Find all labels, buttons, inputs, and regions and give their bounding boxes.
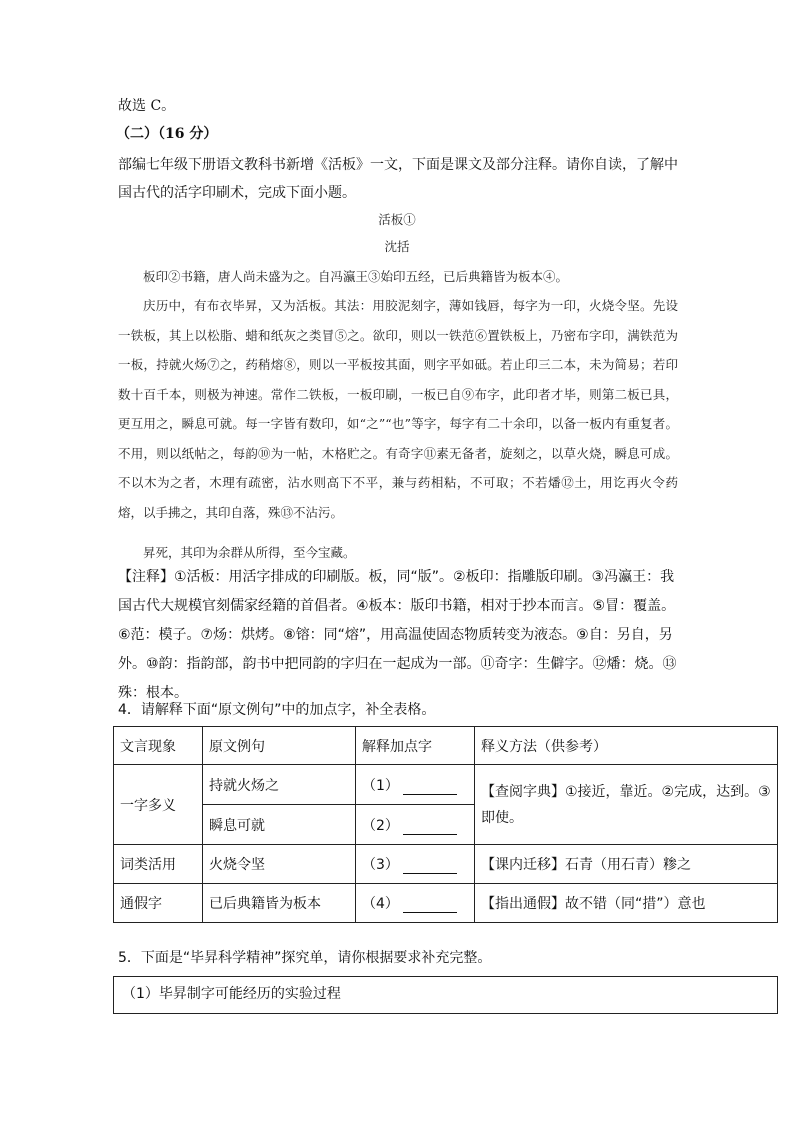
table-header-row xyxy=(114,727,778,765)
blank-label: （2） xyxy=(362,817,399,834)
table-row xyxy=(114,845,778,884)
blank-line xyxy=(403,859,457,874)
table-row xyxy=(114,765,778,805)
table-header: 解释加点字 xyxy=(356,727,475,765)
answer-blank-2[interactable] xyxy=(356,805,475,845)
intro-line-1: 部编七年级下册语文教科书新增《活板》一文，下面是课文及部分注释。请你自读，了解中 xyxy=(118,157,678,173)
blank-line xyxy=(403,820,457,835)
table-cell-method: 【课内迁移】石青（用石青）糁之 xyxy=(475,845,778,884)
blank-line xyxy=(403,780,457,795)
table-cell-sentence: 瞬息可就 xyxy=(203,805,356,845)
passage-paragraph: 板印②书籍，唐人尚未盛为之。自冯瀛王③始印五经，已后典籍皆为板本④。 xyxy=(143,269,569,284)
passage-title: 活板① xyxy=(378,212,416,227)
table-cell-phenomenon: 通假字 xyxy=(114,884,203,923)
passage-paragraph: 庆历中，有布衣毕昇，又为活板。其法：用胶泥刻字，薄如钱唇，每字为一印，火烧令坚。先设一铁板，其上以松脂、蜡和纸灰之类冒⑤之。欲印，则以一铁范⑥置铁板上，乃密布字印，满铁范为一板，持就火炀⑦之，药稍熔⑧，则以一平板按其面，则字平如砥。若止印三二本，未为简易；若印数十百千本，则极为神速。常作二铁板，一板印刷，一板已自⑨布字，此印者才毕，则第二板已具，更互用之，瞬息可就。每一字皆有数印，如“之”“也”等字，每字有二十余印，以备一板内有重复者。不用，则以纸帖之，每韵⑩为一帖，木格贮之。有奇字⑪素无备者，旋刻之，以草火烧，瞬息可成。不以木为之者，木理有疏密，沾水则高下不平，兼与药相粘，不可取；不若燔⑫土，用讫再火令药熔，以手拂之，其印自落，殊⑬不沾污。 xyxy=(118,298,678,520)
section-title: （二）（16 分） xyxy=(116,126,218,142)
answer-blank-3[interactable] xyxy=(356,845,475,884)
intro-line-2: 国古代的活字印刷术，完成下面小题。 xyxy=(118,185,356,201)
table-row xyxy=(114,884,778,923)
answer-blank-1[interactable] xyxy=(356,765,475,805)
passage-author: 沈括 xyxy=(384,239,410,254)
question-5-prompt: 5．下面是“毕昇科学精神”探究单，请你根据要求补充完整。 xyxy=(118,950,492,966)
question-5-box-label: （1）毕昇制字可能经历的实验过程 xyxy=(122,986,341,1002)
table-header: 原文例句 xyxy=(203,727,356,765)
question-5-box[interactable] xyxy=(113,976,778,1014)
table-cell-sentence: 火烧令坚 xyxy=(203,845,356,884)
blank-label: （1） xyxy=(362,777,399,794)
table-cell-method: 【指出通假】故不错（同“措”）意也 xyxy=(475,884,778,923)
blank-line xyxy=(403,898,457,913)
table-cell-sentence: 已后典籍皆为板本 xyxy=(203,884,356,923)
question-4-prompt: 4．请解释下面“原文例句”中的加点字，补全表格。 xyxy=(118,702,436,718)
table-cell-phenomenon: 一字多义 xyxy=(114,765,203,845)
answer-blank-4[interactable] xyxy=(356,884,475,923)
answer-line: 故选 C。 xyxy=(118,98,176,114)
question-4-table xyxy=(113,726,778,923)
annotations: 【注释】①活板：用活字排成的印刷版。板，同“版”。②板印：指雕版印刷。③冯瀛王：我国古代大规模官刻儒家经籍的首倡者。④板本：版印书籍，相对于抄本而言。⑤冒：覆盖。⑥范：模子。⑦炀：烘烤。⑧镕：同“熔”，用高温使固态物质转变为液态。⑨自：另自，另外。⑩韵：指韵部，韵书中把同韵的字归在一起成为一部。⑪奇字：生僻字。⑫燔：烧。⑬殊：根本。 xyxy=(118,569,677,701)
table-header: 文言现象 xyxy=(114,727,203,765)
passage-paragraph: 昇死，其印为余群从所得，至今宝藏。 xyxy=(143,545,356,560)
blank-label: （4） xyxy=(362,896,399,912)
table-cell-sentence: 持就火炀之 xyxy=(203,765,356,805)
table-cell-phenomenon: 词类活用 xyxy=(114,845,203,884)
blank-label: （3） xyxy=(362,857,399,873)
table-cell-method: 【查阅字典】①接近，靠近。②完成，达到。③即使。 xyxy=(475,765,778,845)
table-header: 释义方法（供参考） xyxy=(475,727,778,765)
